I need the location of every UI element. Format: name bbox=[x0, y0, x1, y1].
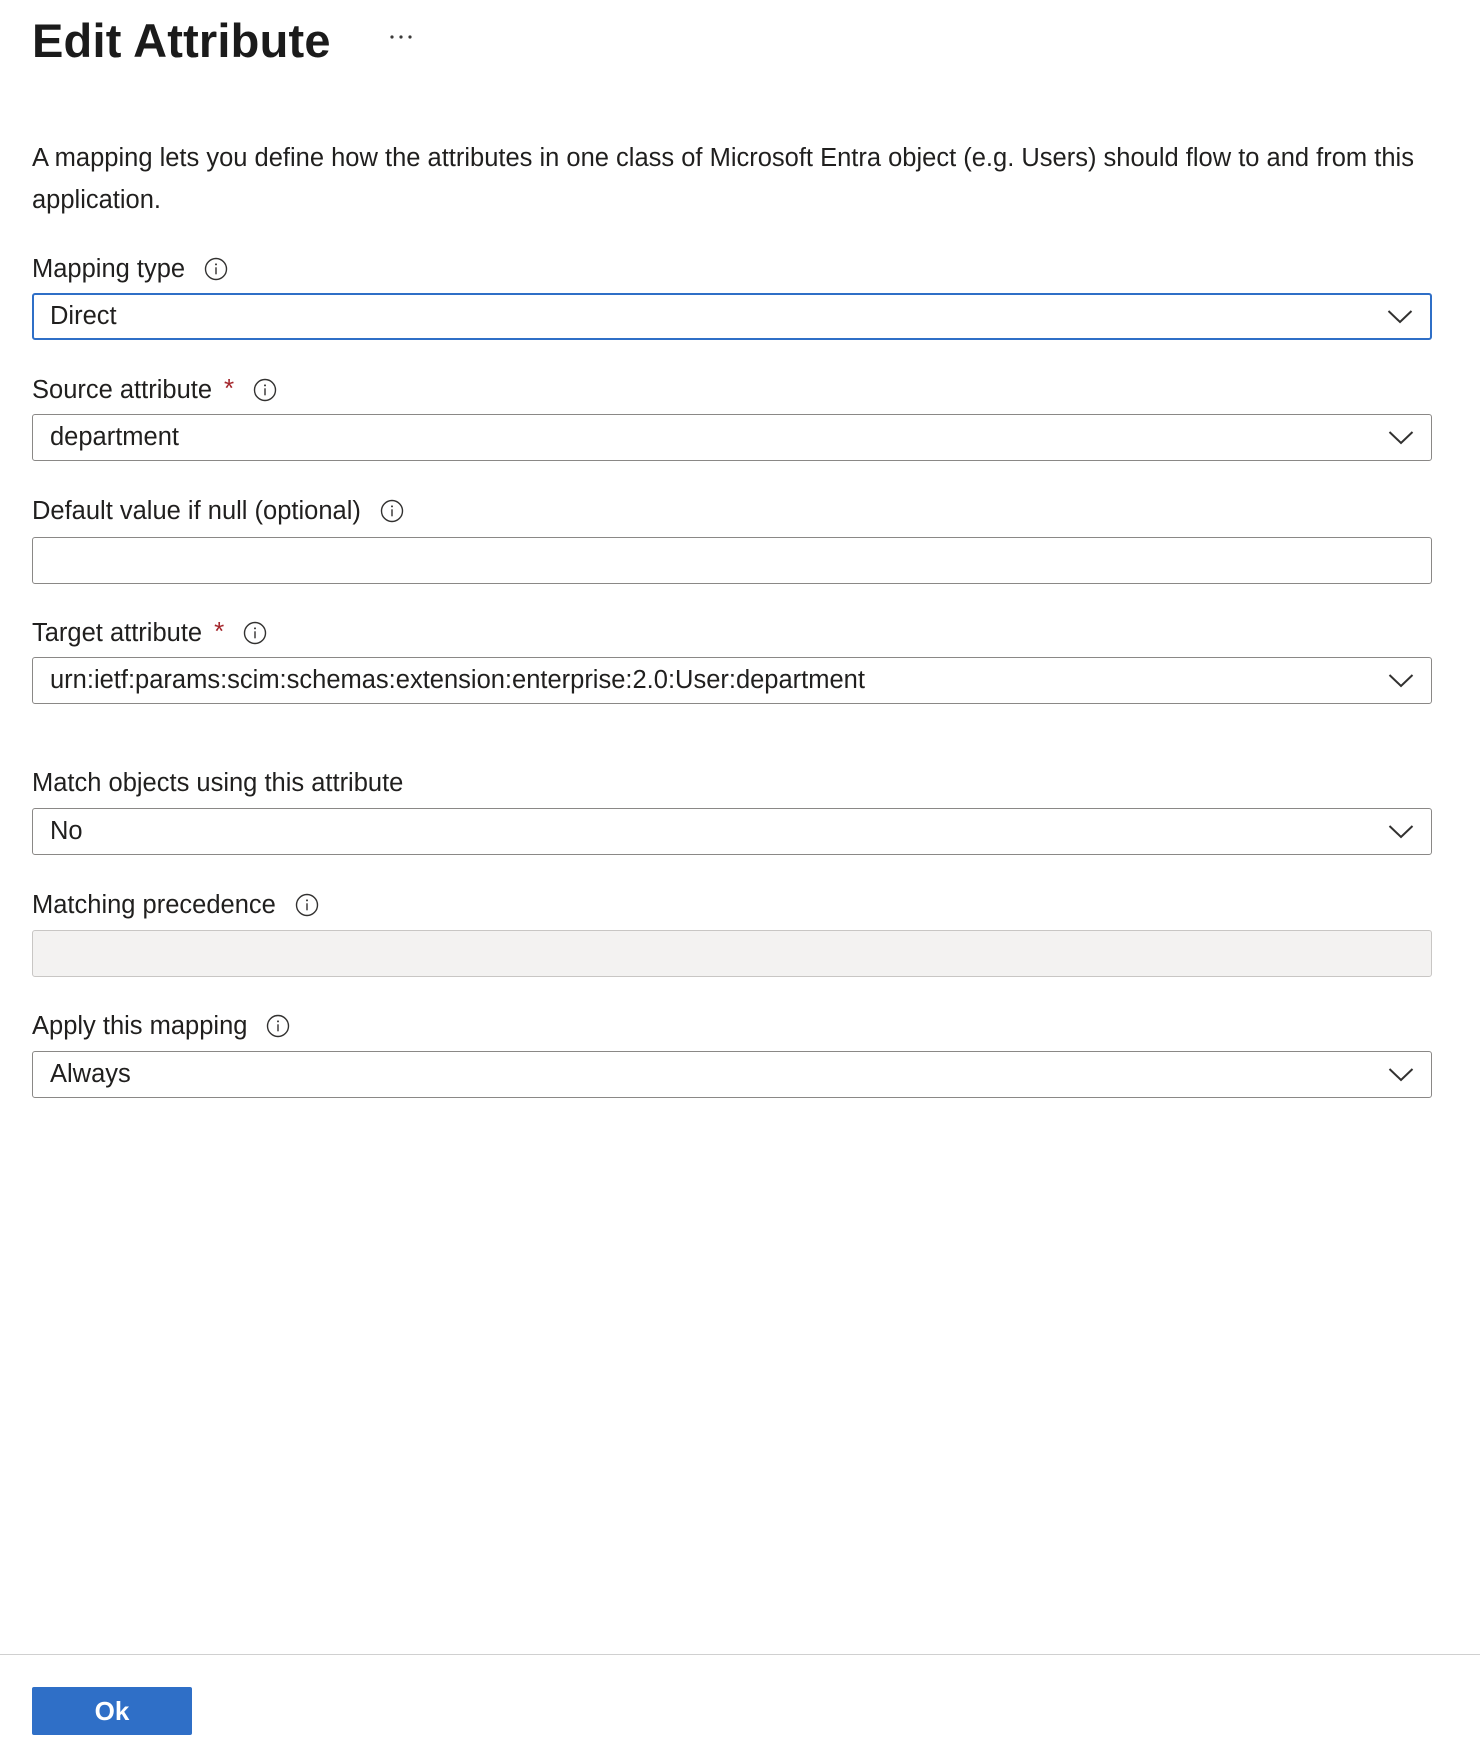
panel-description: A mapping lets you define how the attributes in one class of Microsoft Entra object (e.g. Users) should flow to and from this application. bbox=[32, 144, 1414, 214]
match-objects-label-row bbox=[32, 762, 1432, 804]
mapping-type-dropdown[interactable] bbox=[32, 293, 1432, 340]
mapping-type-field bbox=[32, 248, 1432, 340]
chevron-down-icon bbox=[1386, 303, 1414, 331]
mapping-type-label-row bbox=[32, 248, 1432, 290]
info-icon[interactable] bbox=[252, 377, 278, 403]
apply-mapping-label-row bbox=[32, 1005, 1432, 1047]
chevron-down-icon bbox=[1387, 424, 1415, 452]
target-attribute-label: Target attribute bbox=[32, 618, 203, 647]
apply-mapping-dropdown[interactable] bbox=[32, 1051, 1432, 1098]
mapping-type-value: Direct bbox=[50, 302, 117, 330]
source-attribute-label: Source attribute bbox=[32, 375, 213, 404]
matching-precedence-input bbox=[32, 930, 1432, 977]
required-indicator: * bbox=[224, 372, 235, 403]
default-value-field bbox=[32, 490, 1432, 584]
source-attribute-field bbox=[32, 369, 1432, 461]
apply-mapping-value: Always bbox=[50, 1060, 131, 1088]
source-attribute-label-row bbox=[32, 369, 1432, 411]
footer-divider bbox=[0, 1654, 1480, 1655]
default-value-label: Default value if null (optional) bbox=[32, 496, 361, 525]
required-indicator: * bbox=[214, 615, 225, 646]
ok-button[interactable]: Ok bbox=[32, 1687, 192, 1735]
panel-header bbox=[32, 8, 419, 72]
page-title: Edit Attribute bbox=[32, 13, 331, 67]
info-icon[interactable] bbox=[242, 620, 268, 646]
match-objects-value: No bbox=[50, 817, 83, 845]
more-horizontal-icon bbox=[389, 34, 413, 40]
target-attribute-value: urn:ietf:params:scim:schemas:extension:enterprise:2.0:User:department bbox=[50, 666, 865, 694]
chevron-down-icon bbox=[1387, 1061, 1415, 1089]
info-icon[interactable] bbox=[265, 1013, 291, 1039]
matching-precedence-field bbox=[32, 884, 1432, 977]
apply-mapping-field bbox=[32, 1005, 1432, 1098]
default-value-input[interactable] bbox=[32, 537, 1432, 584]
match-objects-dropdown[interactable] bbox=[32, 808, 1432, 855]
matching-precedence-label: Matching precedence bbox=[32, 890, 276, 919]
match-objects-field bbox=[32, 762, 1432, 855]
default-value-label-row bbox=[32, 490, 1432, 532]
matching-precedence-label-row bbox=[32, 884, 1432, 926]
source-attribute-value: department bbox=[50, 423, 179, 451]
target-attribute-dropdown[interactable] bbox=[32, 657, 1432, 704]
mapping-type-label: Mapping type bbox=[32, 254, 186, 283]
chevron-down-icon bbox=[1387, 667, 1415, 695]
info-icon[interactable] bbox=[379, 498, 405, 524]
apply-mapping-label: Apply this mapping bbox=[32, 1011, 248, 1040]
target-attribute-field bbox=[32, 612, 1432, 704]
info-icon[interactable] bbox=[294, 892, 320, 918]
chevron-down-icon bbox=[1387, 818, 1415, 846]
source-attribute-dropdown[interactable] bbox=[32, 414, 1432, 461]
info-icon[interactable] bbox=[203, 256, 229, 282]
match-objects-label: Match objects using this attribute bbox=[32, 768, 404, 797]
target-attribute-label-row bbox=[32, 612, 1432, 654]
more-options-button[interactable] bbox=[383, 19, 419, 55]
